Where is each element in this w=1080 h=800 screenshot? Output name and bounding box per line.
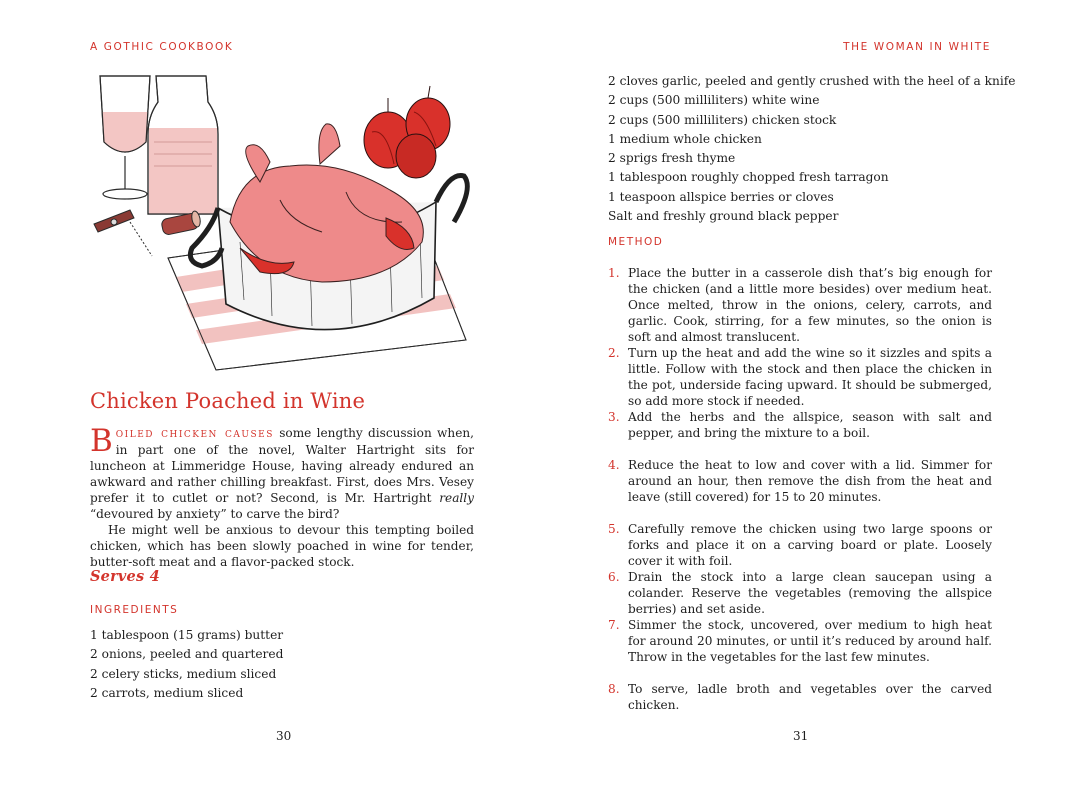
ingredient-item: 2 cloves garlic, peeled and gently crushed with the heel of a knife [608, 74, 1016, 88]
page-number-left: 30 [276, 729, 292, 743]
intro-paragraph-2: He might well be anxious to devour this tempting boiled chicken, which has been slowly poached in wine for tender, butter-soft meat and a flavor-packed stock. [90, 523, 474, 569]
ingredient-item: 2 cups (500 milliliters) white wine [608, 93, 820, 108]
red-onion-icon [364, 86, 450, 178]
step-text: Place the butter in a casserole dish that’s big enough for the chicken (and a little more besides) over medium heat. Once melted, throw in the onions, celery, carrots, and garlic. Cook, stirring, for a few minutes, so the onion is soft and almost translucent. [628, 266, 992, 345]
wine-bottle-icon [148, 76, 218, 214]
ingredient-item: 1 tablespoon (15 grams) butter [90, 628, 284, 642]
recipe-title: Chicken Poached in Wine [90, 389, 366, 413]
step-text: Drain the stock into a large clean saucepan using a colander. Reserve the vegetables (removing the allspice berries) and set aside. [628, 570, 992, 617]
wine-glass-icon [100, 76, 150, 199]
method-step [608, 457, 992, 505]
method-heading: METHOD [608, 236, 664, 248]
ingredient-item: 1 teaspoon allspice berries or cloves [608, 189, 834, 204]
ingredient-item: 2 cups (500 milliliters) chicken stock [608, 112, 837, 127]
step-text: Carefully remove the chicken using two large spoons or forks and place it on a carving board or plate. Loosely cover it with foil. [628, 522, 992, 569]
drop-cap: B [90, 423, 113, 459]
ingredient-item: 2 carrots, medium sliced [90, 685, 244, 700]
step-number: 6. [608, 570, 620, 584]
step-number: 1. [608, 266, 620, 280]
method-step [608, 521, 992, 569]
intro-text-run: some lengthy discussion when, in part one of the novel, Walter Hartright sits for luncheon at Limmeridge House, having already endured an awkward and rather chilling breakfast. First, does Mrs. Vesey prefer it to cutlet or not? Second, is Mr. Hartright [90, 426, 474, 505]
lead-in-smallcaps: oiled chicken causes [115, 426, 274, 441]
step-number: 2. [608, 346, 620, 360]
page-number-right: 31 [793, 729, 809, 743]
step-number: 3. [608, 410, 620, 424]
ingredients-heading: INGREDIENTS [90, 604, 179, 616]
method-step [608, 345, 992, 409]
step-text: Turn up the heat and add the wine so it sizzles and spits a little. Follow with the stock and then place the chicken in the pot, underside facing upward. It should be submerged, so add more stock if needed. [628, 346, 992, 409]
ingredient-item: 2 celery sticks, medium sliced [90, 666, 277, 681]
ingredients-list [90, 626, 283, 703]
running-head-right: THE WOMAN IN WHITE [843, 41, 991, 53]
method-step [608, 409, 992, 441]
step-text: To serve, ladle broth and vegetables over the carved chicken. [628, 682, 992, 713]
ingredient-item: Salt and freshly ground black pepper [608, 209, 839, 224]
step-number: 4. [608, 458, 620, 472]
step-number: 8. [608, 682, 620, 696]
intro-text-end: “devoured by anxiety” to carve the bird? [90, 507, 340, 521]
method-step [608, 681, 992, 713]
ingredient-item: 1 tablespoon roughly chopped fresh tarragon [608, 170, 889, 185]
step-number: 7. [608, 618, 620, 632]
intro-paragraph-1 [90, 425, 474, 522]
step-number: 5. [608, 522, 620, 536]
method-step [608, 569, 992, 617]
method-step [608, 265, 992, 345]
ingredient-item: 1 medium whole chicken [608, 131, 762, 146]
intro-italic-word: really [439, 491, 474, 505]
recipe-illustration [90, 72, 475, 372]
right-page [540, 0, 1080, 800]
step-text: Simmer the stock, uncovered, over medium to high heat for around 20 minutes, or until it’s reduced by around half. Throw in the vegetables for the last few minutes. [628, 618, 992, 665]
method-step [608, 617, 992, 665]
step-text: Reduce the heat to low and cover with a lid. Simmer for around an hour, then remove the dish from the heat and leave (still covered) for 15 to 20 minutes. [628, 458, 992, 505]
corkscrew-icon [94, 210, 152, 256]
running-head-left: A GOTHIC COOKBOOK [90, 41, 234, 53]
serves-label: Serves 4 [90, 568, 160, 585]
step-text: Add the herbs and the allspice, season with salt and pepper, and bring the mixture to a boil. [628, 410, 992, 441]
ingredients-list-continued [608, 72, 1015, 226]
ingredient-item: 2 sprigs fresh thyme [608, 151, 736, 166]
intro-text [90, 425, 474, 570]
ingredient-item: 2 onions, peeled and quartered [90, 647, 284, 662]
